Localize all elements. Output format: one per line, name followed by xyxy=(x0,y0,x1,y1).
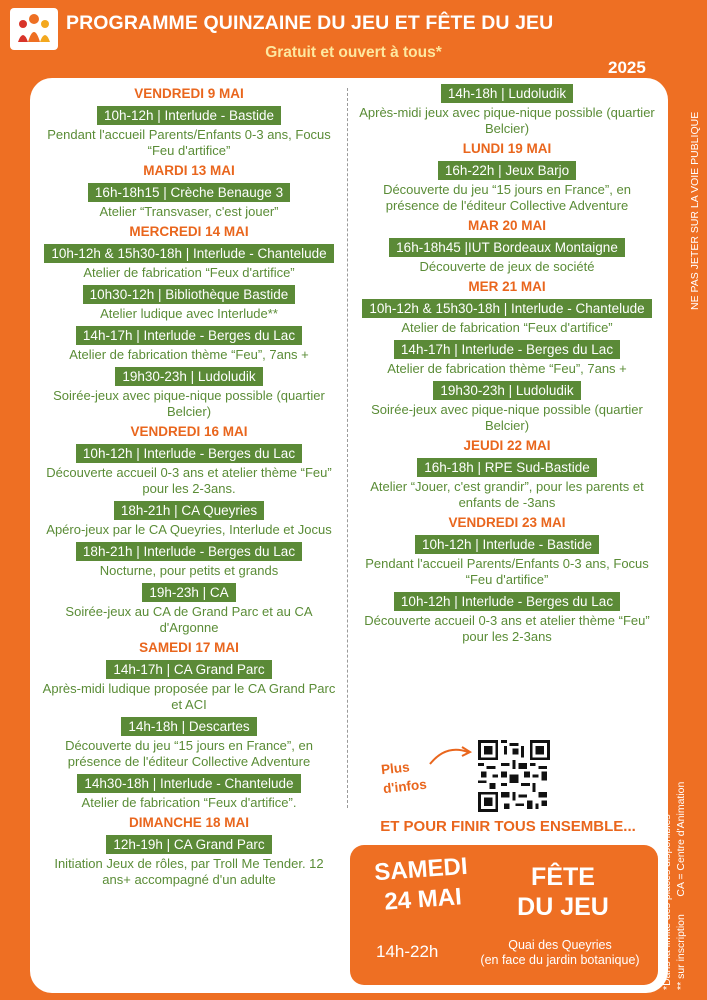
program-entry xyxy=(352,82,662,104)
final-heading: ET POUR FINIR TOUS ENSEMBLE... xyxy=(380,818,636,835)
fete-title-line2: DU JEU xyxy=(517,893,609,921)
event-description: Atelier “Transvaser, c'est jouer” xyxy=(99,204,279,219)
program-entry xyxy=(36,715,342,737)
side-note: NE PAS JETER SUR LA VOIE PUBLIQUE xyxy=(689,111,701,310)
program-entry xyxy=(36,465,342,497)
footnote-inscription-text: ** sur inscription xyxy=(675,914,687,990)
program-entry xyxy=(352,479,662,511)
program-entry xyxy=(352,217,662,234)
event-description: Après-midi jeux avec pique-nique possible (quartier Belcier) xyxy=(359,105,655,136)
day-heading: DIMANCHE 18 MAI xyxy=(128,815,249,830)
program-entry xyxy=(36,283,342,305)
qr-code-icon[interactable] xyxy=(478,740,550,812)
event-description: Nocturne, pour petits et grands xyxy=(99,563,279,578)
program-entry xyxy=(352,338,662,360)
event-time-slot: 19h-23h | CA xyxy=(142,583,235,602)
event-time-slot: 19h30-23h | Ludoludik xyxy=(433,381,580,400)
event-time-slot: 10h-12h | Interlude - Bastide xyxy=(415,535,599,554)
fete-place-line1: Quai des Queyries xyxy=(508,938,612,952)
event-time-slot: 10h-12h | Interlude - Bastide xyxy=(97,106,281,125)
event-time-slot: 14h-17h | Interlude - Berges du Lac xyxy=(76,326,302,345)
footnote-inscription xyxy=(674,700,688,990)
program-entry xyxy=(352,613,662,645)
day-heading: JEUDI 22 MAI xyxy=(463,438,551,453)
event-time-slot: 16h-18h15 | Crèche Benauge 3 xyxy=(88,183,290,202)
program-entry xyxy=(36,540,342,562)
event-description: Soirée-jeux avec pique-nique possible (quartier Belcier) xyxy=(371,402,643,433)
program-entry xyxy=(352,590,662,612)
program-entry xyxy=(352,514,662,531)
event-description: Initiation Jeux de rôles, par Troll Me Tender. 12 ans+ accompagné d'un adulte xyxy=(54,856,324,887)
event-time-slot: 19h30-23h | Ludoludik xyxy=(115,367,262,386)
day-heading: VENDREDI 23 MAI xyxy=(448,515,566,530)
program-entry xyxy=(36,563,342,579)
program-entry xyxy=(36,388,342,420)
day-heading: MARDI 13 MAI xyxy=(143,163,235,178)
column-divider xyxy=(347,88,348,808)
event-time-slot: 10h-12h & 15h30-18h | Interlude - Chantelude xyxy=(44,244,333,263)
event-description: Découverte accueil 0-3 ans et atelier thème “Feu” pour les 2-3ans. xyxy=(46,465,332,496)
event-description: Atelier de fabrication thème “Feu”, 7ans + xyxy=(387,361,627,376)
page-subtitle: Gratuit et ouvert à tous* xyxy=(265,44,442,61)
program-entry xyxy=(36,499,342,521)
plus-infos-line1: Plus xyxy=(380,759,411,778)
event-description: Soirée-jeux au CA de Grand Parc et au CA d'Argonne xyxy=(65,604,313,635)
event-time-slot: 10h30-12h | Bibliothèque Bastide xyxy=(83,285,296,304)
fete-place-line2: (en face du jardin botanique) xyxy=(480,953,640,967)
day-heading: VENDREDI 16 MAI xyxy=(130,424,248,439)
year-label: 2025 xyxy=(608,58,646,77)
fete-date xyxy=(360,851,484,919)
fete-place xyxy=(460,938,660,968)
program-entry xyxy=(352,140,662,157)
program-entry xyxy=(36,442,342,464)
program-entry xyxy=(352,556,662,588)
footnote-ca: CA = Centre d'Animation xyxy=(675,781,687,897)
event-time-slot: 16h-18h45 |IUT Bordeaux Montaigne xyxy=(389,238,625,257)
day-heading: LUNDI 19 MAI xyxy=(462,141,552,156)
program-entry xyxy=(352,259,662,275)
program-entry xyxy=(36,581,342,603)
program-entry xyxy=(36,814,342,831)
event-time-slot: 10h-12h | Interlude - Berges du Lac xyxy=(76,444,302,463)
program-entry xyxy=(36,856,342,888)
program-entry xyxy=(352,437,662,454)
program-entry xyxy=(352,361,662,377)
event-description: Après-midi ludique proposée par le CA Grand Parc et ACI xyxy=(42,681,336,712)
program-entry xyxy=(352,402,662,434)
day-heading: MER 21 MAI xyxy=(468,279,546,294)
fete-date-day: SAMEDI xyxy=(373,852,469,887)
event-description: Atelier ludique avec Interlude** xyxy=(100,306,278,321)
event-description: Atelier “Jouer, c'est grandir”, pour les parents et enfants de -3ans xyxy=(370,479,644,510)
event-time-slot: 16h-22h | Jeux Barjo xyxy=(438,161,576,180)
program-entry xyxy=(36,181,342,203)
program-entry xyxy=(36,324,342,346)
program-entry xyxy=(36,423,342,440)
plus-infos-label xyxy=(380,756,427,798)
program-entry xyxy=(36,104,342,126)
program-entry xyxy=(36,306,342,322)
page-title: PROGRAMME QUINZAINE DU JEU ET FÊTE DU JEU xyxy=(66,12,554,34)
program-entry xyxy=(36,795,342,811)
event-time-slot: 14h-17h | CA Grand Parc xyxy=(106,660,271,679)
event-time-slot: 16h-18h | RPE Sud-Bastide xyxy=(417,458,597,477)
program-entry xyxy=(36,681,342,713)
event-description: Découverte du jeu “15 jours en France”, en présence de l'éditeur Collective Adventure xyxy=(383,182,631,213)
program-entry xyxy=(352,236,662,258)
event-time-slot: 14h-18h | Ludoludik xyxy=(441,84,573,103)
program-entry xyxy=(352,159,662,181)
day-heading: MAR 20 MAI xyxy=(467,218,546,233)
event-description: Découverte accueil 0-3 ans et atelier thème “Feu” pour les 2-3ans xyxy=(364,613,650,644)
event-time-slot: 10h-12h & 15h30-18h | Interlude - Chantelude xyxy=(362,299,651,318)
event-time-slot: 14h-17h | Interlude - Berges du Lac xyxy=(394,340,620,359)
program-entry xyxy=(36,604,342,636)
event-description: Pendant l'accueil Parents/Enfants 0-3 ans, Focus “Feu d'artifice” xyxy=(47,127,331,158)
arrow-icon xyxy=(426,740,476,770)
program-entry xyxy=(352,533,662,555)
program-entry xyxy=(36,127,342,159)
event-description: Atelier de fabrication thème “Feu”, 7ans + xyxy=(69,347,309,362)
program-entry xyxy=(352,278,662,295)
program-entry xyxy=(36,772,342,794)
program-right-column xyxy=(352,82,662,647)
event-description: Atelier de fabrication “Feux d'artifice”. xyxy=(81,795,297,810)
event-description: Pendant l'accueil Parents/Enfants 0-3 ans, Focus “Feu d'artifice” xyxy=(365,556,649,587)
program-entry xyxy=(352,182,662,214)
program-entry xyxy=(352,297,662,319)
event-time-slot: 18h-21h | Interlude - Berges du Lac xyxy=(76,542,302,561)
program-entry xyxy=(36,204,342,220)
program-entry xyxy=(36,347,342,363)
event-description: Soirée-jeux avec pique-nique possible (quartier Belcier) xyxy=(53,388,325,419)
event-description: Apéro-jeux par le CA Queyries, Interlude et Jocus xyxy=(46,522,332,537)
day-heading: MERCREDI 14 MAI xyxy=(129,224,249,239)
program-entry xyxy=(36,639,342,656)
program-entry xyxy=(36,265,342,281)
program-entry xyxy=(352,379,662,401)
event-description: Découverte de jeux de société xyxy=(419,259,595,274)
plus-infos-line2: d'infos xyxy=(382,776,428,797)
event-description: Atelier de fabrication “Feux d'artifice” xyxy=(83,265,295,280)
program-entry xyxy=(352,456,662,478)
program-entry xyxy=(36,242,342,264)
day-heading: VENDREDI 9 MAI xyxy=(134,86,244,101)
event-time-slot: 14h-18h | Descartes xyxy=(121,717,256,736)
program-entry xyxy=(352,320,662,336)
program-entry xyxy=(36,658,342,680)
event-time-slot: 12h-19h | CA Grand Parc xyxy=(106,835,271,854)
event-time-slot: 18h-21h | CA Queyries xyxy=(114,501,264,520)
event-description: Découverte du jeu “15 jours en France”, en présence de l'éditeur Collective Adventure xyxy=(65,738,313,769)
program-entry xyxy=(36,522,342,538)
day-heading: SAMEDI 17 MAI xyxy=(139,640,239,655)
program-entry xyxy=(36,162,342,179)
footnote-places: *Dans la limite des places disponibles xyxy=(661,814,673,990)
program-entry xyxy=(352,105,662,137)
fete-hours: 14h-22h xyxy=(376,942,439,961)
program-entry xyxy=(36,365,342,387)
fete-date-month: 24 MAI xyxy=(383,883,463,916)
event-time-slot: 14h30-18h | Interlude - Chantelude xyxy=(77,774,300,793)
program-entry xyxy=(36,223,342,240)
program-left-column xyxy=(36,82,342,890)
event-description: Atelier de fabrication “Feux d'artifice” xyxy=(401,320,613,335)
fete-title xyxy=(488,862,638,922)
footnotes xyxy=(660,700,688,990)
fete-title-line1: FÊTE xyxy=(531,863,595,891)
program-entry xyxy=(36,738,342,770)
program-entry xyxy=(36,85,342,102)
program-entry xyxy=(36,833,342,855)
event-time-slot: 10h-12h | Interlude - Berges du Lac xyxy=(394,592,620,611)
